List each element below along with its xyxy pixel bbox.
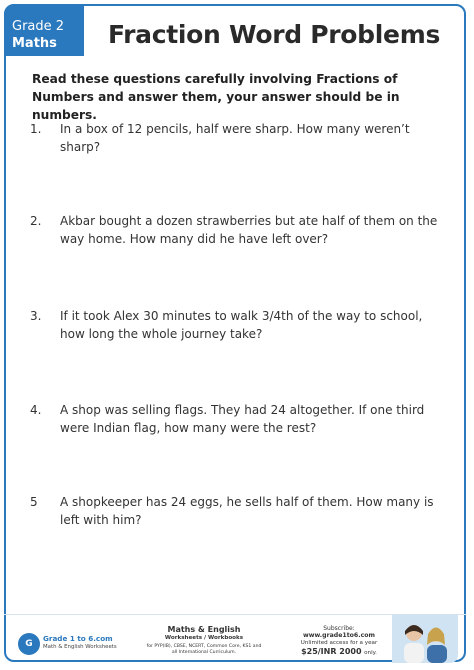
question-number: 4.	[30, 403, 42, 417]
subscribe-access: Unlimited access for a year	[300, 640, 378, 646]
question-text: If it took Alex 30 minutes to walk 3/4th of the way to school, how long the whole journey take?	[60, 309, 423, 341]
logo-tagline: Math & English Worksheets	[43, 644, 117, 650]
grade-label: Grade 2	[12, 19, 65, 34]
question-text: A shopkeeper has 24 eggs, he sells half of them. How many is left with him?	[60, 495, 434, 527]
site-logo	[18, 633, 128, 657]
subscribe-label: Subscribe:	[323, 625, 355, 632]
worksheets-title: Maths & English	[167, 625, 241, 634]
logo-name: Grade 1 to 6.com	[43, 634, 113, 643]
subscribe-url[interactable]: www.grade1to6.com	[303, 632, 375, 639]
footer	[4, 614, 466, 663]
page-title: Fraction Word Problems	[107, 20, 441, 49]
question-text: A shop was selling flags. They had 24 altogether. If one third were Indian flag, how many were the rest?	[60, 403, 425, 435]
family-photo	[392, 615, 458, 663]
question-number: 2.	[30, 214, 42, 228]
question-text: In a box of 12 pencils, half were sharp. How many weren’t sharp?	[60, 122, 410, 154]
price-suffix: only.	[364, 650, 377, 656]
subscribe-price: $25/INR 2000	[301, 647, 362, 656]
question-number: 3.	[30, 309, 42, 323]
subscribe-price-line	[294, 647, 384, 658]
worksheets-subtitle: Worksheets / Workbooks	[164, 635, 244, 641]
question-text: Akbar bought a dozen strawberries but ate half of them on the way home. How many did he have left over?	[60, 214, 438, 246]
grade-badge	[4, 4, 84, 56]
subscribe-info	[294, 625, 384, 658]
question-number: 1.	[30, 122, 42, 136]
worksheets-info	[144, 625, 264, 656]
subject-label: Maths	[12, 36, 57, 51]
logo-badge-icon: G	[18, 633, 40, 655]
instructions: Read these questions carefully involving Fractions of Numbers and answer them, your answer should be in numbers.	[32, 72, 400, 122]
question-number: 5	[30, 495, 38, 509]
family-photo-image	[392, 615, 458, 663]
curriculum-note: for PYP(IB), CBSE, NCERT, Common Core, KS1 and all International Curriculum.	[146, 644, 262, 655]
